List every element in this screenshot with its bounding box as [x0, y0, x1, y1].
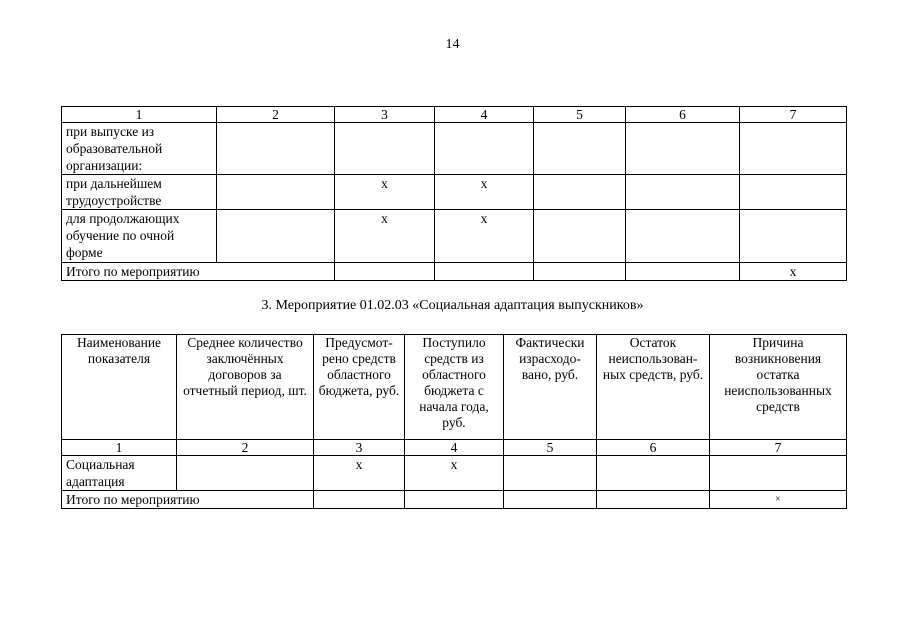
table-cell: х [435, 210, 534, 263]
total-row [62, 263, 847, 281]
table-cell [435, 263, 534, 281]
total-row [62, 491, 847, 509]
table-cell [314, 491, 405, 509]
column-number: 1 [62, 440, 177, 456]
row-label: при дальнейшем трудоустройстве [62, 175, 217, 210]
table-cell [597, 491, 710, 509]
table-cell [710, 456, 847, 491]
column-header: Остаток неиспользован-ных средств, руб. [597, 335, 710, 440]
column-number: 5 [504, 440, 597, 456]
table-cell: х [740, 263, 847, 281]
data-table-1 [61, 106, 847, 281]
column-number: 2 [177, 440, 314, 456]
column-number: 3 [314, 440, 405, 456]
table-cell [626, 210, 740, 263]
column-header: Предусмот-рено средств областного бюджета, руб. [314, 335, 405, 440]
row-label: для продолжающих обучение по очной форме [62, 210, 217, 263]
page-number: 14 [445, 37, 460, 52]
table-row [62, 210, 847, 263]
table-cell [335, 263, 435, 281]
table-row [62, 175, 847, 210]
column-number: 7 [740, 107, 847, 123]
column-number: 5 [534, 107, 626, 123]
column-number-row [62, 440, 847, 456]
column-header: Наименование показателя [62, 335, 177, 440]
table-cell [335, 123, 435, 175]
column-number: 2 [217, 107, 335, 123]
table-cell: х [335, 210, 435, 263]
table-cell [504, 491, 597, 509]
table-cell [740, 175, 847, 210]
column-number: 6 [597, 440, 710, 456]
column-header: Среднее количество заключённых договоров за отчетный период, шт. [177, 335, 314, 440]
table-cell: х [435, 175, 534, 210]
total-label: Итого по мероприятию [62, 491, 314, 509]
table-cell [177, 456, 314, 491]
table-cell: × [710, 491, 847, 509]
table-cell: х [405, 456, 504, 491]
table-cell: х [335, 175, 435, 210]
table-row [62, 123, 847, 175]
column-header: Причина возникновения остатка неиспользованных средств [710, 335, 847, 440]
table-cell [217, 123, 335, 175]
header-row [62, 335, 847, 440]
table-row [62, 456, 847, 491]
table-cell [534, 175, 626, 210]
table-cell [217, 175, 335, 210]
table-cell [740, 210, 847, 263]
column-number: 6 [626, 107, 740, 123]
table-cell [405, 491, 504, 509]
column-number: 3 [335, 107, 435, 123]
table-cell [534, 263, 626, 281]
table-cell [597, 456, 710, 491]
table-cell [534, 210, 626, 263]
total-label: Итого по мероприятию [62, 263, 335, 281]
table-cell [626, 263, 740, 281]
column-number: 4 [435, 107, 534, 123]
data-table-2 [61, 334, 847, 509]
table-cell [626, 123, 740, 175]
table-cell [435, 123, 534, 175]
section-title: 3. Мероприятие 01.02.03 «Социальная адаптация выпускников» [261, 298, 644, 313]
row-label: при выпуске из образовательной организации: [62, 123, 217, 175]
table-cell [504, 456, 597, 491]
table-cell [534, 123, 626, 175]
column-number: 7 [710, 440, 847, 456]
column-number: 4 [405, 440, 504, 456]
table-cell [740, 123, 847, 175]
column-number-row [62, 107, 847, 123]
column-number: 1 [62, 107, 217, 123]
table-cell [626, 175, 740, 210]
column-header: Фактически израсходо-вано, руб. [504, 335, 597, 440]
table-cell: х [314, 456, 405, 491]
row-label: Социальная адаптация [62, 456, 177, 491]
table-cell [217, 210, 335, 263]
column-header: Поступило средств из областного бюджета с начала года, руб. [405, 335, 504, 440]
